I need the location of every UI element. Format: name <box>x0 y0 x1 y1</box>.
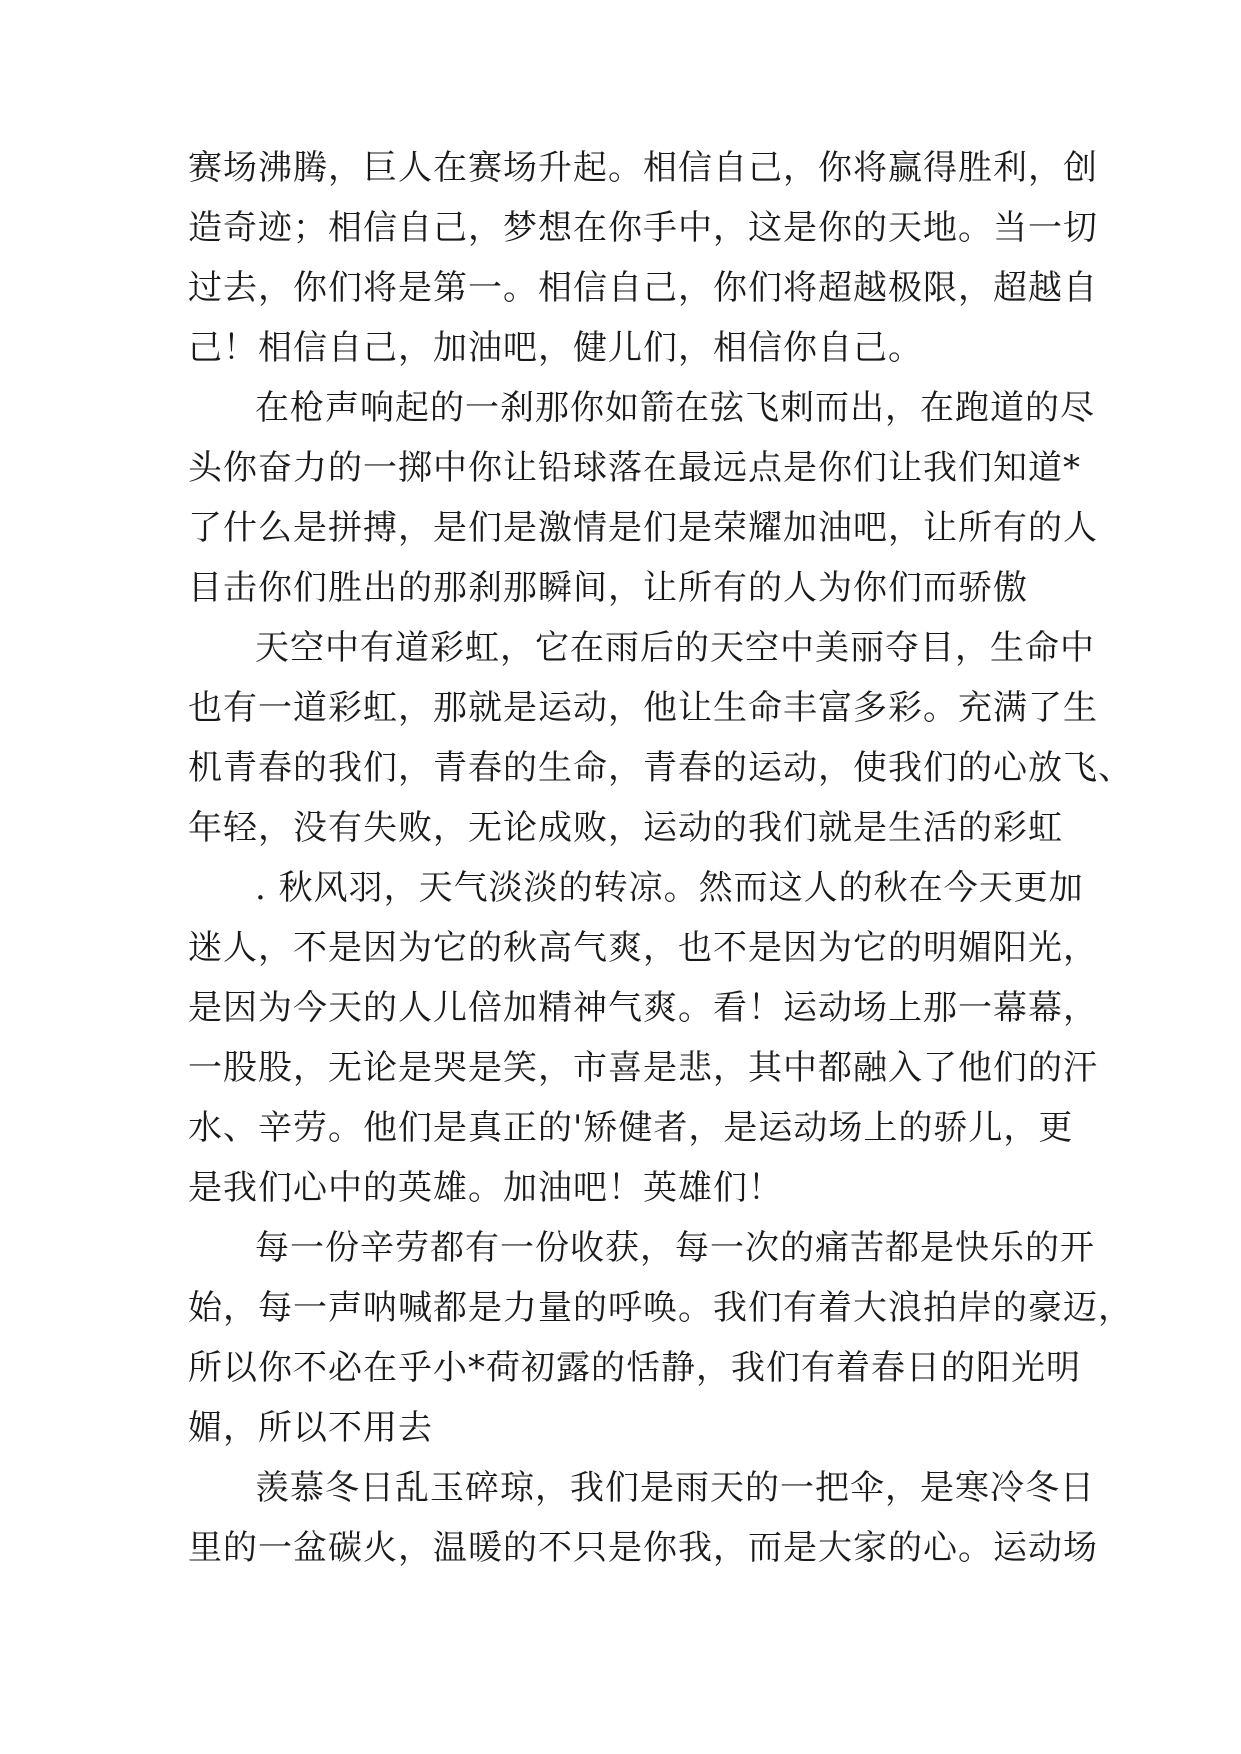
text-line: 迷人，不是因为它的秋高气爽，也不是因为它的明媚阳光， <box>188 928 1098 968</box>
text-line: 赛场沸腾，巨人在赛场升起。相信自己，你将赢得胜利，创 <box>188 148 1098 188</box>
text-line: 里的一盆碳火，温暖的不只是你我，而是大家的心。运动场 <box>188 1528 1098 1568</box>
text-line: 媚，所以不用去 <box>188 1408 433 1448</box>
text-line: 所以你不必在乎小*荷初露的恬静，我们有着春日的阳光明 <box>188 1348 1081 1388</box>
text-line: 机青春的我们，青春的生命，青春的运动，使我们的心放飞、 <box>188 748 1133 788</box>
text-line: 始，每一声呐喊都是力量的呼唤。我们有着大浪拍岸的豪迈， <box>188 1288 1133 1328</box>
text-line: 过去，你们将是第一。相信自己，你们将超越极限，超越自 <box>188 268 1098 308</box>
text-line: . 秋风羽，天气淡淡的转凉。然而这人的秋在今天更加 <box>255 868 1084 908</box>
text-line: 在枪声响起的一刹那你如箭在弦飞刺而出，在跑道的尽 <box>255 388 1095 428</box>
text-line: 己！相信自己，加油吧，健儿们，相信你自己。 <box>188 328 923 368</box>
text-line: 水、辛劳。他们是真正的'矫健者，是运动场上的骄儿，更 <box>188 1108 1074 1148</box>
text-line: 是因为今天的人儿倍加精神气爽。看！运动场上那一幕幕， <box>188 988 1098 1028</box>
text-line: 也有一道彩虹，那就是运动，他让生命丰富多彩。充满了生 <box>188 688 1098 728</box>
text-line: 羡慕冬日乱玉碎琼，我们是雨天的一把伞，是寒冷冬日 <box>255 1468 1095 1508</box>
text-line: 每一份辛劳都有一份收获，每一次的痛苦都是快乐的开 <box>255 1228 1095 1268</box>
text-line: 天空中有道彩虹，它在雨后的天空中美丽夺目，生命中 <box>255 628 1095 668</box>
text-line: 了什么是拼搏，是们是激情是们是荣耀加油吧，让所有的人 <box>188 508 1098 548</box>
text-line: 头你奋力的一掷中你让铅球落在最远点是你们让我们知道* <box>188 448 1081 488</box>
text-line: 年轻，没有失败，无论成败，运动的我们就是生活的彩虹 <box>188 808 1063 848</box>
text-line: 造奇迹；相信自己，梦想在你手中，这是你的天地。当一切 <box>188 208 1098 248</box>
text-line: 目击你们胜出的那刹那瞬间，让所有的人为你们而骄傲 <box>188 568 1028 608</box>
text-line: 一股股，无论是哭是笑，市喜是悲，其中都融入了他们的汗 <box>188 1048 1098 1088</box>
text-line: 是我们心中的英雄。加油吧！英雄们！ <box>188 1168 783 1208</box>
